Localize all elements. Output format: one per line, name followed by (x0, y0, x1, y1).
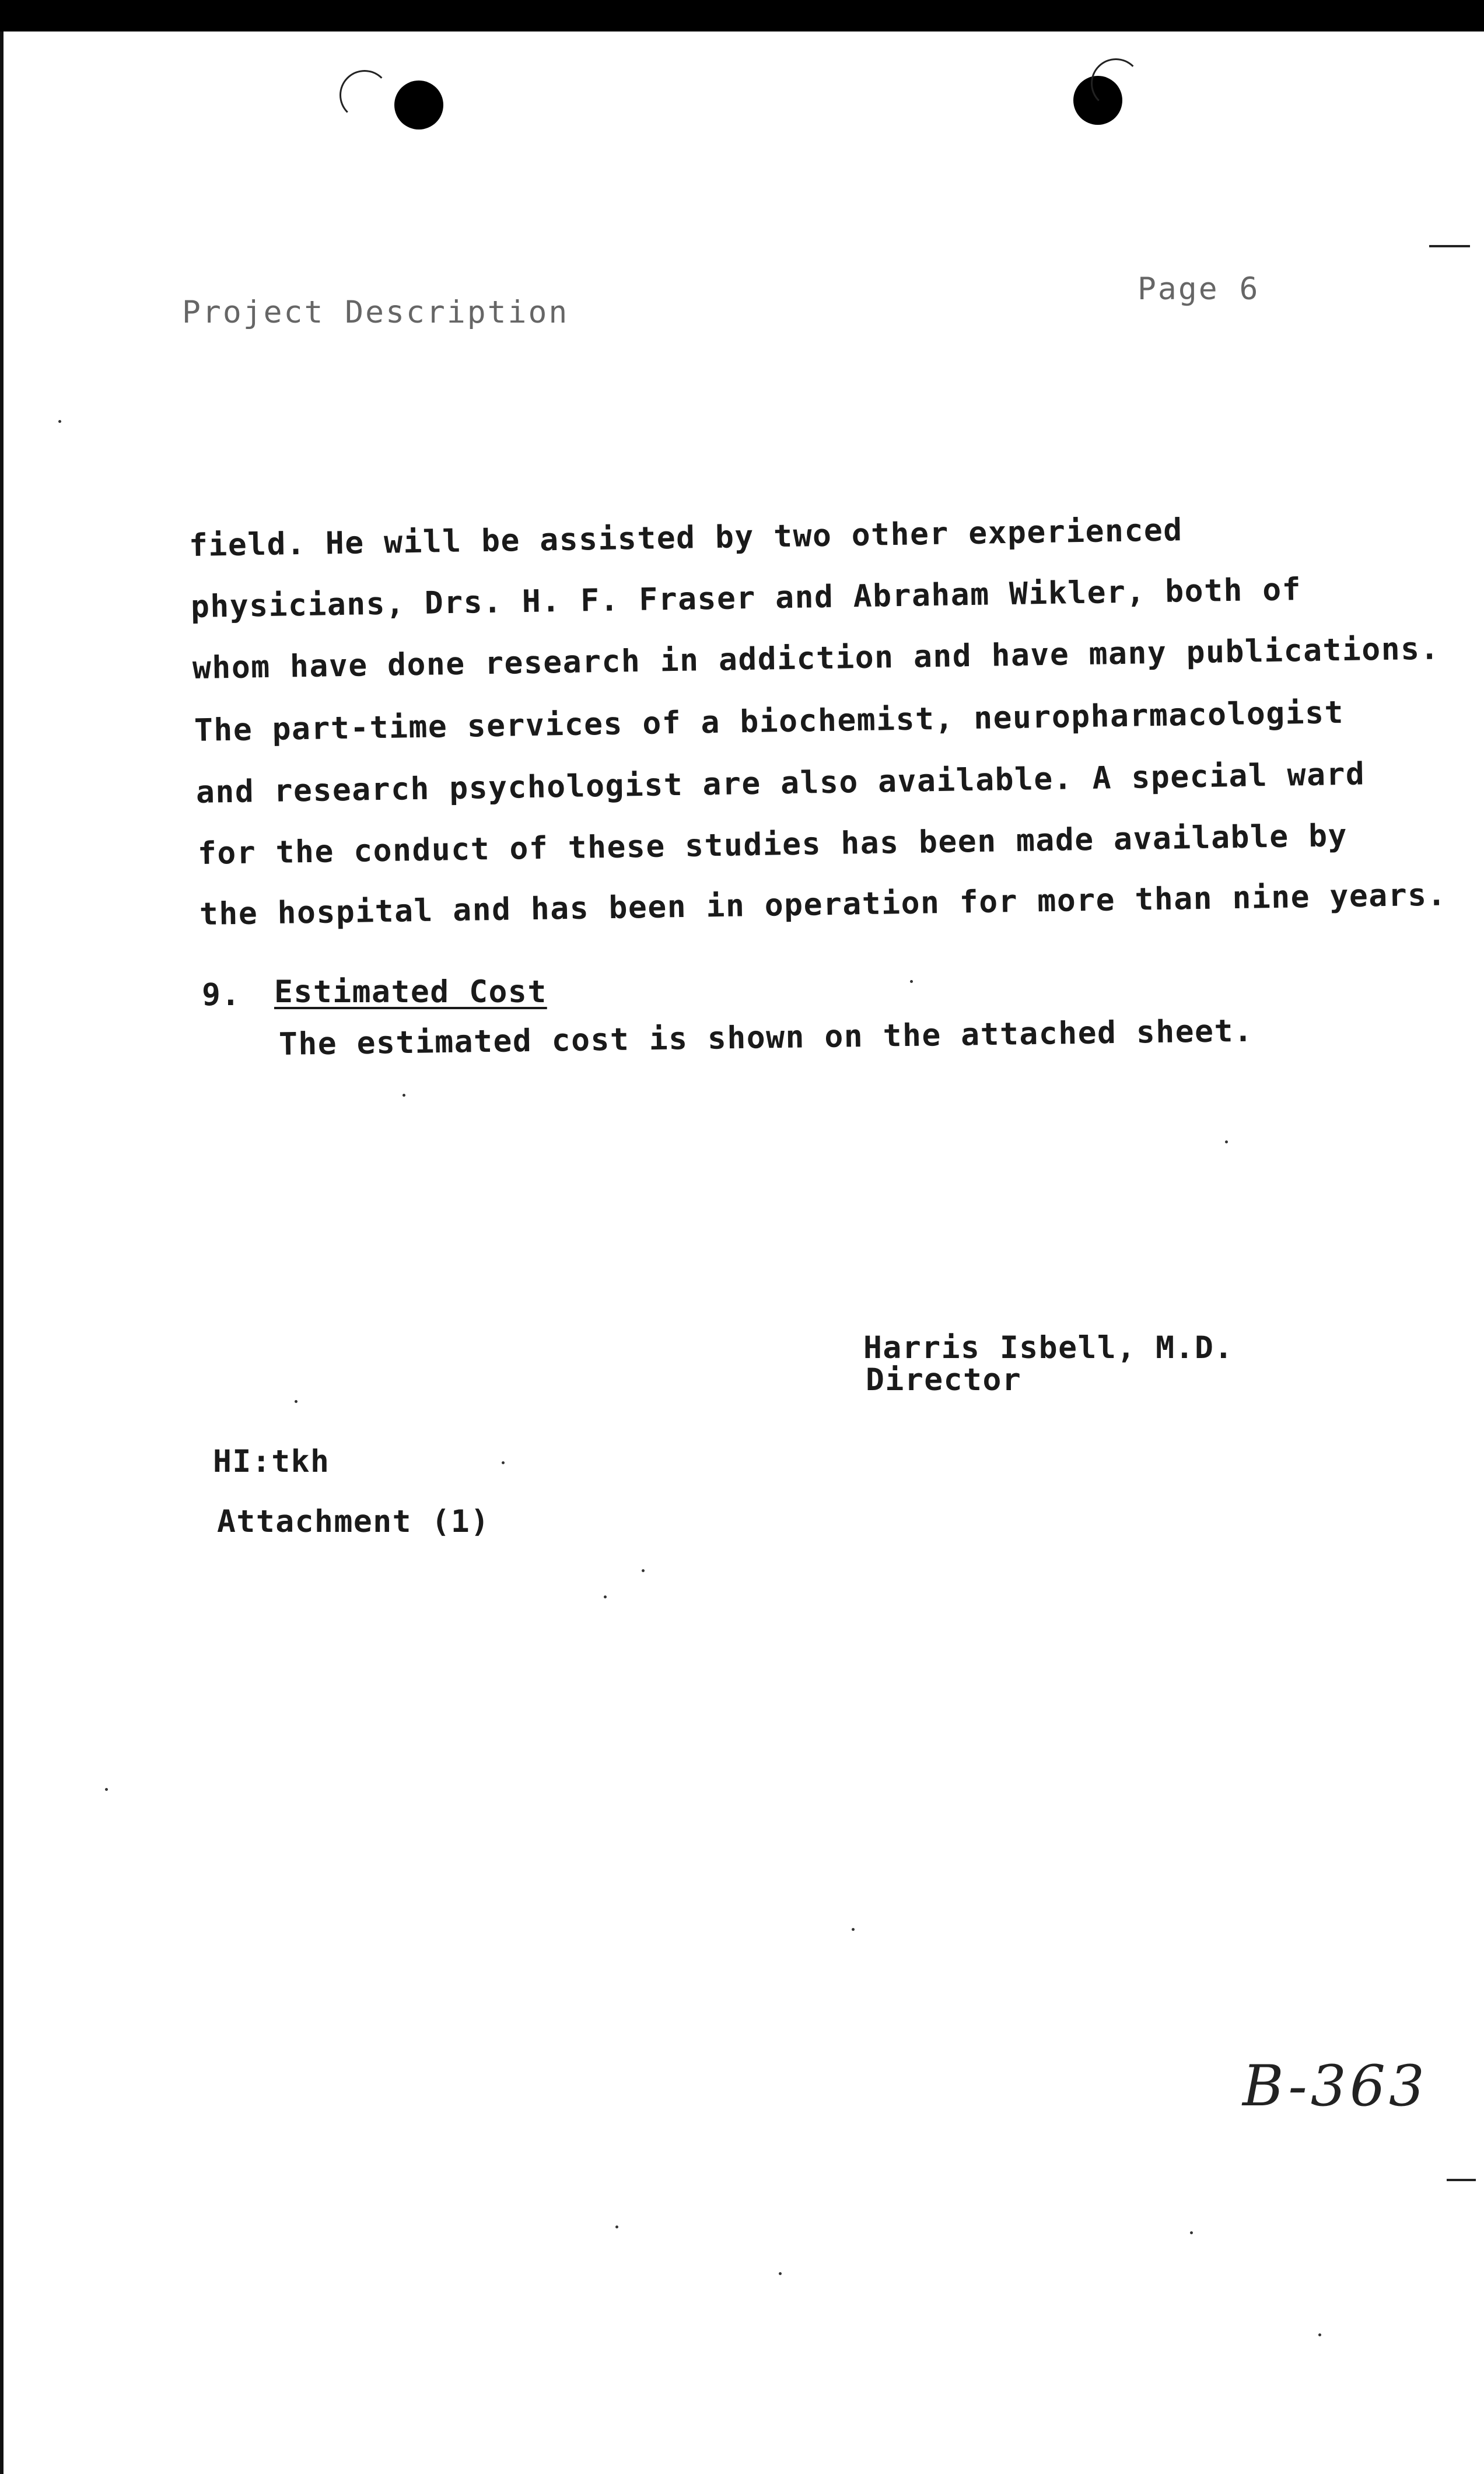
scan-speck (105, 1788, 108, 1791)
signature-name: Harris Isbell, M.D. (863, 1330, 1234, 1366)
scan-speck (642, 1569, 645, 1572)
edge-mark (1429, 245, 1470, 247)
signature-title: Director (866, 1362, 1022, 1398)
header-page-number: Page 6 (1138, 271, 1260, 307)
scan-speck (402, 1094, 405, 1097)
scan-speck (615, 2225, 618, 2228)
punch-hole-ring-left (340, 70, 390, 120)
body-line: for the conduct of these studies has been made available by (197, 818, 1348, 872)
scan-speck (1225, 1140, 1228, 1143)
body-line: physicians, Drs. H. F. Fraser and Abraham Wikler, both of (190, 572, 1302, 625)
body-line: The part-time services of a biochemist, neuropharmacologist (194, 695, 1345, 748)
scan-speck (295, 1400, 298, 1403)
punch-hole-left (394, 81, 443, 130)
scan-speck (779, 2272, 782, 2275)
header-project-description: Project Description (182, 295, 569, 330)
scan-top-border (0, 0, 1484, 32)
section-title: Estimated Cost (274, 974, 547, 1010)
scan-speck (910, 980, 913, 983)
section-number: 9. (202, 977, 241, 1013)
scan-speck (502, 1461, 505, 1464)
scan-speck (852, 1928, 855, 1931)
footer-attachment: Attachment (1) (217, 1504, 490, 1539)
scan-speck (604, 1595, 607, 1598)
body-line: and research psychologist are also available. A special ward (195, 756, 1366, 810)
body-line: the hospital and has been in operation for more than nine years. (199, 877, 1447, 932)
punch-hole-ring-right (1091, 58, 1141, 109)
body-line: whom have done research in addiction and have many publications. (192, 631, 1440, 686)
scan-speck (1190, 2231, 1193, 2234)
body-line: field. He will be assisted by two other experienced (188, 512, 1184, 564)
scan-left-edge (0, 32, 4, 2474)
edge-mark (1447, 2179, 1476, 2181)
scan-speck (58, 420, 61, 423)
section-text: The estimated cost is shown on the attached sheet. (278, 1013, 1254, 1062)
scan-speck (1318, 2333, 1321, 2336)
handwritten-code: B-363 (1242, 2053, 1428, 2119)
footer-initials: HI:tkh (213, 1444, 330, 1479)
